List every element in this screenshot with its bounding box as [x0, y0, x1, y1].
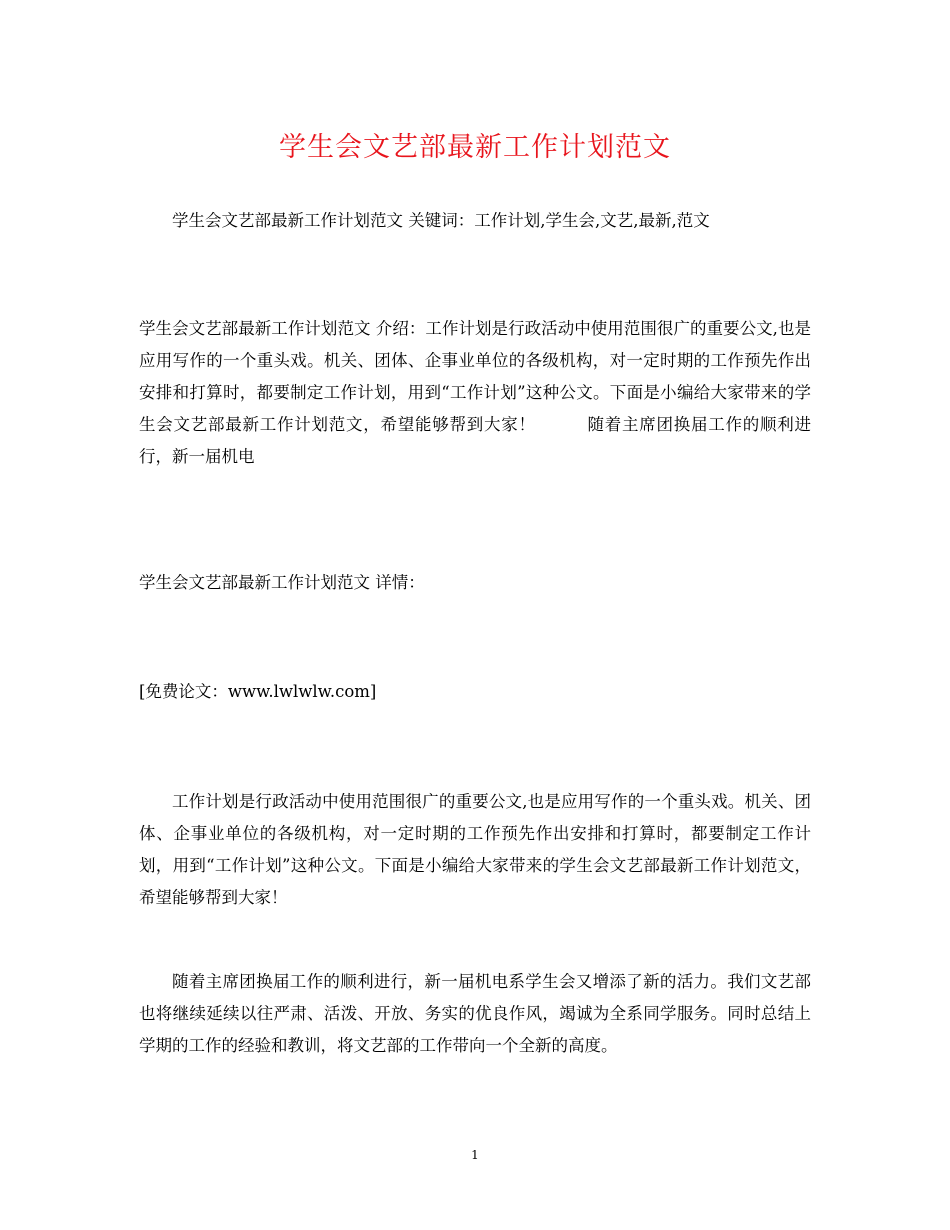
intro-paragraph: 学生会文艺部最新工作计划范文 介绍：工作计划是行政活动中使用范围很广的重要公文,也是应用写作的一个重头戏。机关、团体、企事业单位的各级机构，对一定时期的工作预先作出安排和打算时，都要制定工作计划，用到“工作计划”这种公文。下面是小编给大家带来的学生会文艺部最新工作计划范文，希望能够帮到大家！ 随着主席团换届工作的顺利进行，新一届机电 — [139, 319, 811, 466]
document-title: 学生会文艺部最新工作计划范文 — [279, 132, 671, 163]
body-paragraph: 工作计划是行政活动中使用范围很广的重要公文,也是应用写作的一个重头戏。机关、团体、企事业单位的各级机构，对一定时期的工作预先作出安排和打算时，都要制定工作计划，用到“工作计划”这种公文。下面是小编给大家带来的学生会文艺部最新工作计划范文，希望能够帮到大家！ — [139, 792, 811, 907]
details-heading: 学生会文艺部最新工作计划范文 详情： — [139, 573, 425, 592]
keywords-line: 学生会文艺部最新工作计划范文 关键词：工作计划,学生会,文艺,最新,范文 — [172, 211, 710, 230]
source-line: [免费论文：www.lwlwlw.com] — [139, 682, 377, 701]
body-paragraph: 随着主席团换届工作的顺利进行，新一届机电系学生会又增添了新的活力。我们文艺部也将继续延续以往严肃、活泼、开放、务实的优良作风，竭诚为全系同学服务。同时总结上学期的工作的经验和教训，将文艺部的工作带向一个全新的高度。 — [139, 972, 811, 1055]
page-number: 1 — [471, 1148, 479, 1162]
